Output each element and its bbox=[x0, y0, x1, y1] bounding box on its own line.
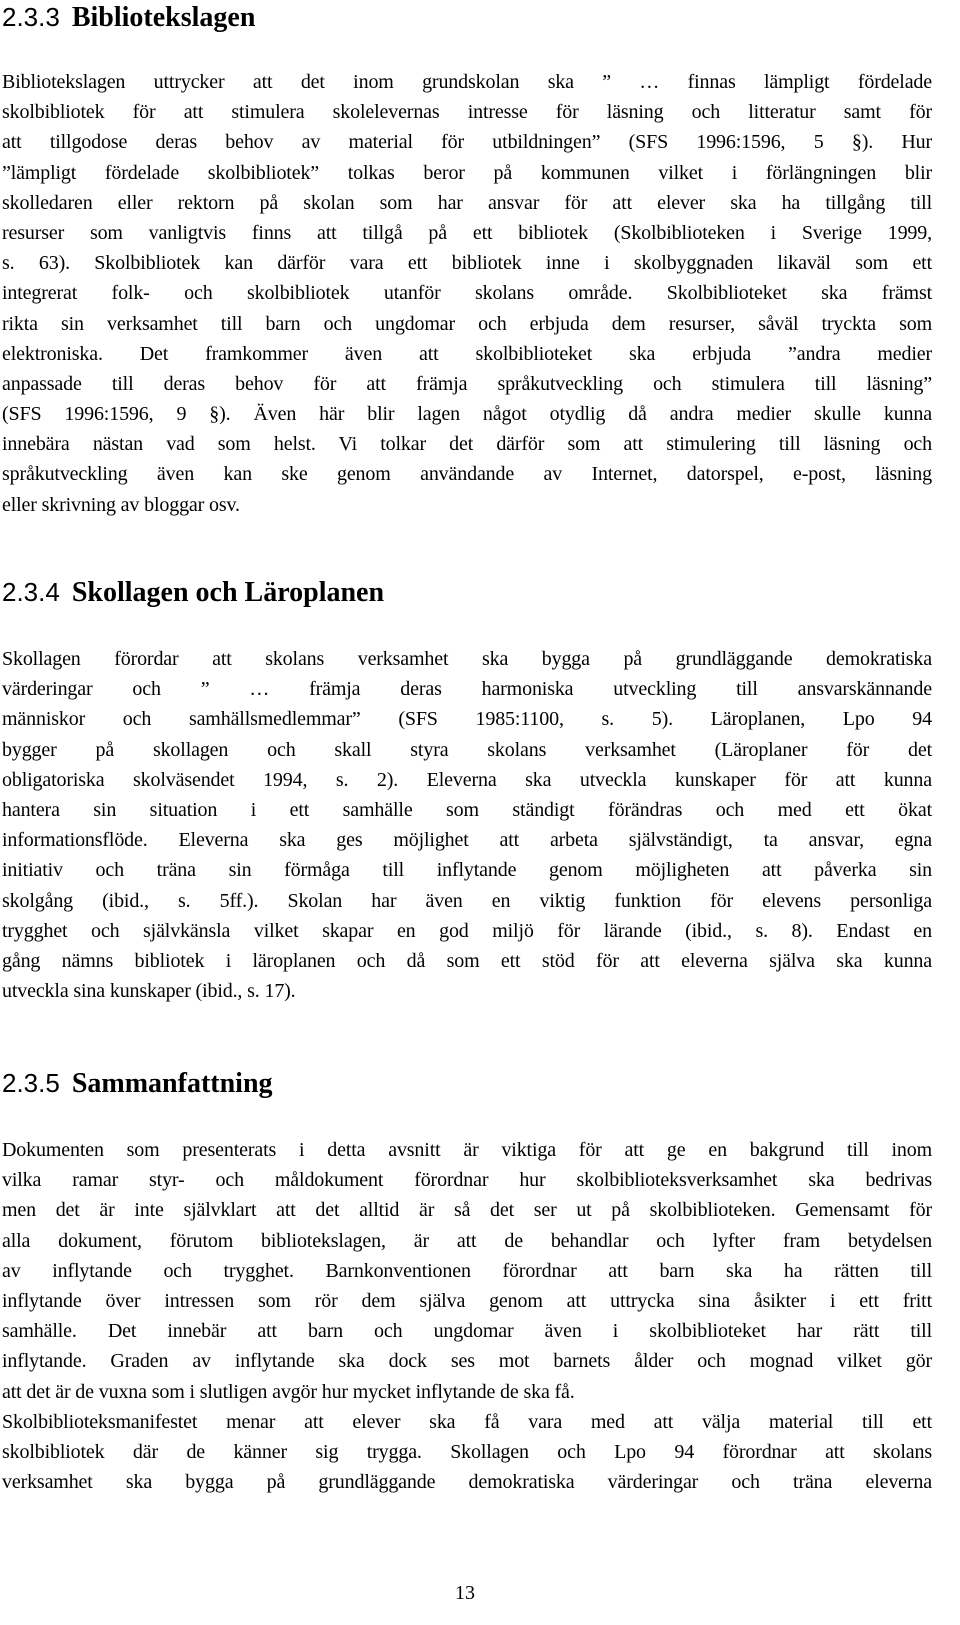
text-line: hantera sin situation i ett samhälle som ständigt förändras och med ett ökat bbox=[2, 798, 932, 821]
text-line: av inflytande och trygghet. Barnkonventionen förordnar att barn ska ha rätten till bbox=[2, 1259, 932, 1282]
text-line: elektroniska. Det framkommer även att skolbiblioteket ska erbjuda ”andra medier bbox=[2, 342, 932, 365]
text-line: alla dokument, förutom bibliotekslagen, är att de behandlar och lyfter fram betydelsen bbox=[2, 1229, 932, 1252]
section-heading bbox=[2, 1066, 932, 1101]
text-line: eller skrivning av bloggar osv. bbox=[2, 493, 240, 516]
text-line: s. 63). Skolbibliotek kan därför vara ett bibliotek inne i skolbyggnaden likaväl som ett bbox=[2, 252, 932, 275]
text-line: skolbibliotek där de känner sig trygga. Skollagen och Lpo 94 förordnar att skolans bbox=[2, 1440, 932, 1463]
section-number: 2.3.4 bbox=[2, 577, 60, 607]
text-line: att det är de vuxna som i slutligen avgör hur mycket inflytande de ska få. bbox=[2, 1380, 575, 1403]
section-bibliotekslagen bbox=[2, 0, 932, 520]
section-title: Bibliotekslagen bbox=[71, 2, 256, 33]
text-line: vilka ramar styr- och måldokument förordnar hur skolbiblioteksverksamhet ska bedrivas bbox=[2, 1169, 932, 1192]
section-heading bbox=[2, 575, 932, 610]
section-paragraph bbox=[2, 1135, 932, 1497]
text-line: Skolbiblioteksmanifestet menar att elever ska få vara med att välja material till ett bbox=[2, 1410, 932, 1433]
text-line: resurser som vanligtvis finns att tillgå på ett bibliotek (Skolbiblioteken i Sverige 1999, bbox=[2, 221, 932, 244]
text-line: skolledaren eller rektorn på skolan som har ansvar för att elever ska ha tillgång till bbox=[2, 191, 932, 214]
section-paragraph bbox=[2, 644, 932, 1006]
text-line: ”lämpligt fördelade skolbibliotek” tolkas beror på kommunen vilket i förlängningen blir bbox=[2, 161, 932, 184]
text-line: Bibliotekslagen uttrycker att det inom grundskolan ska ” … finnas lämpligt fördelade bbox=[2, 71, 932, 93]
text-line: skolgång (ibid., s. 5ff.). Skolan har även en viktig funktion för elevens personliga bbox=[2, 889, 932, 912]
section-sammanfattning bbox=[2, 1066, 932, 1497]
text-line: skolbibliotek för att stimulera skolelevernas intresse för läsning och litteratur samt för bbox=[2, 101, 932, 124]
text-line: språkutveckling även kan ske genom användande av Internet, datorspel, e-post, läsning bbox=[2, 463, 932, 486]
section-number: 2.3.5 bbox=[2, 1068, 60, 1098]
text-line: gång nämns bibliotek i läroplanen och då som ett stöd för att eleverna själva ska kunna bbox=[2, 949, 932, 972]
text-line: människor och samhällsmedlemmar” (SFS 1985:1100, s. 5). Läroplanen, Lpo 94 bbox=[2, 708, 932, 731]
text-line: att tillgodose deras behov av material för utbildningen” (SFS 1996:1596, 5 §). Hur bbox=[2, 131, 932, 154]
text-line: men det är inte självklart att det alltid är så det ser ut på skolbiblioteken. Gemensamt för bbox=[2, 1199, 932, 1222]
section-skollagen-och-laroplanen bbox=[2, 575, 932, 1006]
section-paragraph bbox=[2, 67, 932, 520]
text-line: trygghet och självkänsla vilket skapar en god miljö för lärande (ibid., s. 8). Endast en bbox=[2, 919, 932, 942]
text-line: anpassade till deras behov för att främja språkutveckling och stimulera till läsning” bbox=[2, 372, 932, 395]
text-line: (SFS 1996:1596, 9 §). Även här blir lagen något otydlig då andra medier skulle kunna bbox=[2, 403, 932, 426]
section-title: Sammanfattning bbox=[71, 1068, 273, 1099]
section-title: Skollagen och Läroplanen bbox=[71, 577, 385, 608]
text-line: obligatoriska skolväsendet 1994, s. 2). Eleverna ska utveckla kunskaper för att kunna bbox=[2, 768, 932, 791]
text-line: samhälle. Det innebär att barn och ungdomar även i skolbiblioteket har rätt till bbox=[2, 1320, 932, 1343]
text-line: Dokumenten som presenterats i detta avsnitt är viktiga för att ge en bakgrund till inom bbox=[2, 1139, 932, 1161]
text-line: informationsflöde. Eleverna ska ges möjlighet att arbeta självständigt, ta ansvar, egna bbox=[2, 829, 932, 852]
text-line: verksamhet ska bygga på grundläggande demokratiska värderingar och träna eleverna bbox=[2, 1471, 932, 1494]
page-number: 13 bbox=[455, 1582, 475, 1604]
text-line: initiativ och träna sin förmåga till inflytande genom möjligheten att påverka sin bbox=[2, 859, 932, 882]
text-line: värderingar och ” … främja deras harmoniska utveckling till ansvarskännande bbox=[2, 678, 932, 701]
text-line: utveckla sina kunskaper (ibid., s. 17). bbox=[2, 980, 296, 1003]
section-number: 2.3.3 bbox=[2, 2, 60, 32]
text-line: Skollagen förordar att skolans verksamhet ska bygga på grundläggande demokratiska bbox=[2, 648, 932, 670]
text-line: rikta sin verksamhet till barn och ungdomar och erbjuda dem resurser, såväl tryckta som bbox=[2, 312, 932, 335]
text-line: bygger på skollagen och skall styra skolans verksamhet (Läroplaner för det bbox=[2, 738, 932, 761]
text-line: integrerat folk- och skolbibliotek utanför skolans område. Skolbiblioteket ska främst bbox=[2, 282, 932, 305]
text-line: inflytande över intressen som rör dem själva genom att uttrycka sina åsikter i ett fritt bbox=[2, 1289, 932, 1312]
section-heading bbox=[2, 0, 932, 35]
text-line: innebära nästan vad som helst. Vi tolkar det därför som att stimulering till läsning och bbox=[2, 433, 932, 456]
text-line: inflytande. Graden av inflytande ska dock ses mot barnets ålder och mognad vilket gör bbox=[2, 1350, 932, 1373]
